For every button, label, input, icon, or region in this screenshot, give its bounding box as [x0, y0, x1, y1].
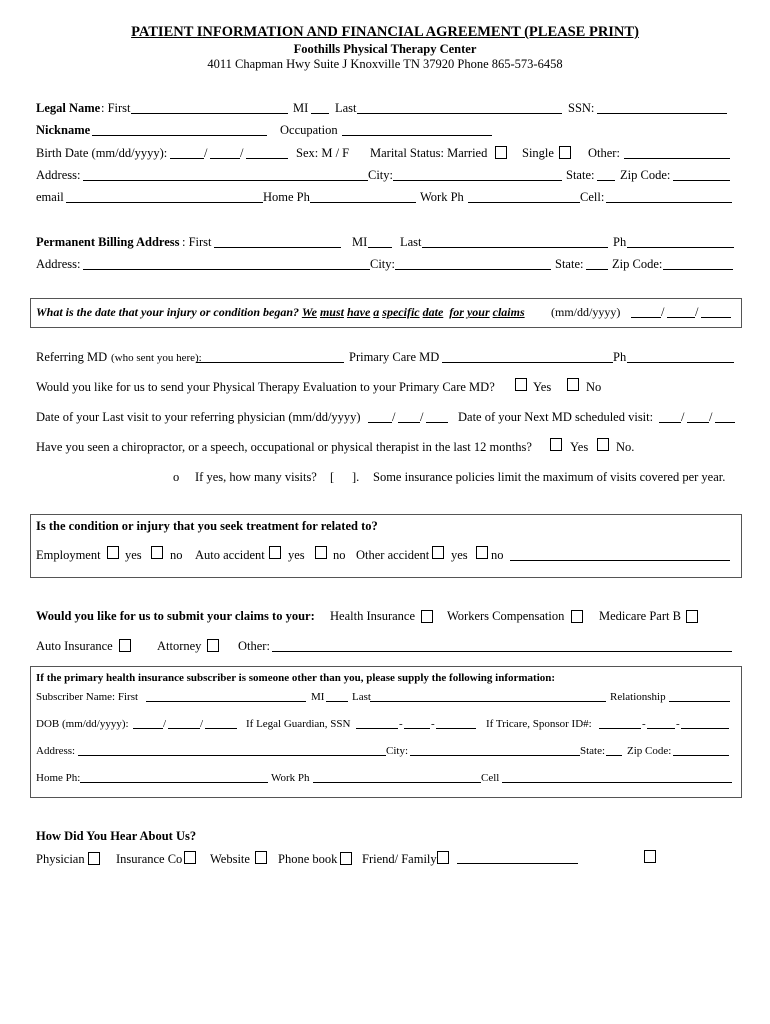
- slash: /: [200, 718, 204, 730]
- page-title: PATIENT INFORMATION AND FINANCIAL AGREEMENT (PLEASE PRINT): [131, 24, 639, 40]
- married-checkbox[interactable]: [495, 146, 507, 159]
- employment-yes-label: yes: [125, 548, 142, 562]
- hear-about-us-question: How Did You Hear About Us?: [36, 829, 197, 843]
- claims-question: Would you like for us to submit your claims to your:: [36, 609, 315, 623]
- dash: -: [431, 718, 435, 730]
- insurance-policy-note: Some insurance policies limit the maximum of visits covered per year.: [373, 470, 726, 484]
- tricare-part3-field[interactable]: [681, 728, 729, 729]
- last-visit-day-field[interactable]: [398, 422, 420, 423]
- health-insurance-label: Health Insurance: [330, 609, 416, 623]
- home-phone-field[interactable]: [310, 202, 416, 203]
- sex-label: Sex: M / F: [296, 146, 350, 160]
- slash: /: [695, 305, 699, 319]
- subscriber-state-label: State:: [580, 745, 606, 757]
- slash: /: [681, 410, 685, 424]
- single-label: Single: [522, 146, 554, 160]
- billing-state-field[interactable]: [586, 269, 608, 270]
- hear-other-checkbox[interactable]: [644, 850, 656, 863]
- tricare-part1-field[interactable]: [599, 728, 641, 729]
- subscriber-intro: If the primary health insurance subscriber is someone other than you, please supply the following information:: [36, 672, 556, 684]
- slash: /: [661, 305, 665, 319]
- medicare-label: Medicare Part B: [599, 609, 681, 623]
- subscriber-last-field[interactable]: [370, 701, 606, 702]
- send-eval-no-label: No: [586, 380, 602, 394]
- primary-care-phone-field[interactable]: [627, 362, 734, 363]
- website-checkbox[interactable]: [255, 851, 267, 864]
- subscriber-dob-day-field[interactable]: [168, 728, 200, 729]
- must-text: must: [319, 305, 344, 319]
- send-eval-no-checkbox[interactable]: [567, 378, 579, 391]
- auto-insurance-label: Auto Insurance: [36, 639, 113, 653]
- mi-field[interactable]: [311, 113, 329, 114]
- auto-accident-yes-checkbox[interactable]: [269, 546, 281, 559]
- physician-label: Physician: [36, 852, 85, 866]
- slash: /: [163, 718, 167, 730]
- slash: /: [392, 410, 396, 424]
- state-label: State:: [566, 168, 595, 182]
- next-visit-month-field[interactable]: [659, 422, 681, 423]
- bullet-icon: o: [173, 470, 180, 484]
- zip-field[interactable]: [673, 180, 730, 181]
- work-phone-field[interactable]: [468, 202, 580, 203]
- billing-mi-field[interactable]: [368, 247, 392, 248]
- seen-therapist-yes-label: Yes: [570, 440, 589, 454]
- workers-comp-label: Workers Compensation: [447, 609, 565, 623]
- your-text: your: [466, 305, 490, 319]
- auto-insurance-checkbox[interactable]: [119, 639, 131, 652]
- city-label: City:: [368, 168, 394, 182]
- subscriber-first-label: Subscriber Name: First: [36, 691, 139, 703]
- hear-other-field[interactable]: [457, 863, 578, 864]
- billing-zip-label: Zip Code:: [612, 257, 663, 271]
- subscriber-state-field[interactable]: [606, 755, 622, 756]
- send-eval-yes-label: Yes: [533, 380, 552, 394]
- ssn-field[interactable]: [597, 113, 727, 114]
- cell-field[interactable]: [606, 202, 732, 203]
- legal-name-label: Legal Name: [36, 101, 101, 115]
- date-text: date: [422, 305, 444, 319]
- subscriber-home-phone-field[interactable]: [80, 782, 268, 783]
- billing-first-label: : First: [182, 235, 212, 249]
- auto-accident-no-checkbox[interactable]: [315, 546, 327, 559]
- dash: -: [642, 718, 646, 730]
- email-field[interactable]: [66, 202, 263, 203]
- subscriber-dob-month-field[interactable]: [133, 728, 163, 729]
- last-visit-month-field[interactable]: [368, 422, 392, 423]
- occupation-label: Occupation: [280, 123, 338, 137]
- subscriber-home-phone-label: Home Ph:: [36, 772, 81, 784]
- slash: /: [240, 146, 244, 160]
- other-accident-no-label: no: [491, 548, 504, 562]
- billing-state-label: State:: [555, 257, 584, 271]
- billing-first-field[interactable]: [214, 247, 341, 248]
- visits-bracket-close: ].: [352, 470, 360, 484]
- marital-status-label: Marital Status: Married: [370, 146, 488, 160]
- condition-question: Is the condition or injury that you seek treatment for related to?: [36, 519, 378, 533]
- mi-label: MI: [293, 101, 309, 115]
- address-field[interactable]: [83, 180, 368, 181]
- subscriber-address-label: Address:: [36, 745, 76, 757]
- guardian-ssn-part1-field[interactable]: [356, 728, 398, 729]
- employment-yes-checkbox[interactable]: [107, 546, 119, 559]
- birth-day-field[interactable]: [210, 158, 240, 159]
- subscriber-city-label: City:: [386, 745, 409, 757]
- first-name-field[interactable]: [131, 113, 288, 114]
- subscriber-zip-field[interactable]: [673, 755, 729, 756]
- specific-text: specific: [382, 305, 420, 319]
- nickname-field[interactable]: [92, 135, 267, 136]
- birth-date-label: Birth Date (mm/dd/yyyy):: [36, 146, 168, 160]
- we-text: We: [301, 305, 317, 319]
- guardian-ssn-label: If Legal Guardian, SSN: [246, 718, 351, 730]
- phone-book-checkbox[interactable]: [340, 852, 352, 865]
- how-many-visits-label: If yes, how many visits?: [195, 470, 317, 484]
- email-label: email: [36, 190, 64, 204]
- billing-address-label: Permanent Billing Address: [36, 235, 180, 249]
- slash: /: [204, 146, 208, 160]
- subscriber-cell-label: Cell: [481, 772, 500, 784]
- physician-checkbox[interactable]: [88, 852, 100, 865]
- website-label: Website: [210, 852, 250, 866]
- dash: -: [676, 718, 680, 730]
- claims-other-label: Other:: [238, 639, 270, 653]
- subscriber-work-phone-field[interactable]: [313, 782, 481, 783]
- clinic-address: 4011 Chapman Hwy Suite J Knoxville TN 37920 Phone 865-573-6458: [207, 57, 563, 71]
- claims-other-field[interactable]: [272, 651, 732, 652]
- friend-family-label: Friend/ Family: [362, 852, 437, 866]
- seen-therapist-no-checkbox[interactable]: [597, 438, 609, 451]
- billing-zip-field[interactable]: [663, 269, 733, 270]
- ssn-label: SSN:: [568, 101, 595, 115]
- primary-care-field[interactable]: [442, 362, 613, 363]
- auto-accident-no-label: no: [333, 548, 346, 562]
- employment-label: Employment: [36, 548, 101, 562]
- billing-phone-field[interactable]: [627, 247, 734, 248]
- injury-question-text: What is the date that your injury or condition began?: [36, 305, 300, 319]
- state-field[interactable]: [597, 180, 615, 181]
- injury-date-format: (mm/dd/yyyy): [551, 305, 621, 319]
- attorney-label: Attorney: [157, 639, 202, 653]
- send-eval-yes-checkbox[interactable]: [515, 378, 527, 391]
- other-accident-no-checkbox[interactable]: [476, 546, 488, 559]
- billing-mi-label: MI: [352, 235, 368, 249]
- tricare-label: If Tricare, Sponsor ID#:: [486, 718, 592, 730]
- billing-address-field[interactable]: [83, 269, 370, 270]
- medicare-checkbox[interactable]: [686, 610, 698, 623]
- other-accident-yes-checkbox[interactable]: [432, 546, 444, 559]
- next-visit-label: Date of your Next MD scheduled visit:: [458, 410, 654, 424]
- referring-md-field[interactable]: [196, 362, 344, 363]
- last-name-label: Last: [335, 101, 357, 115]
- dash: -: [399, 718, 403, 730]
- guardian-ssn-part2-field[interactable]: [404, 728, 430, 729]
- a-text: a: [373, 305, 380, 319]
- nickname-label: Nickname: [36, 123, 91, 137]
- billing-last-label: Last: [400, 235, 422, 249]
- relationship-field[interactable]: [669, 701, 730, 702]
- subscriber-city-field[interactable]: [410, 755, 580, 756]
- birth-month-field[interactable]: [170, 158, 204, 159]
- subscriber-last-label: Last: [352, 691, 371, 703]
- subscriber-cell-field[interactable]: [502, 782, 732, 783]
- seen-therapist-question: Have you seen a chiropractor, or a speech, occupational or physical therapist in the last 12 months?: [36, 440, 532, 454]
- other-accident-label: Other accident: [356, 548, 430, 562]
- zip-label: Zip Code:: [620, 168, 671, 182]
- subscriber-zip-label: Zip Code:: [627, 745, 672, 757]
- work-phone-label: Work Ph: [420, 190, 464, 204]
- subscriber-first-field[interactable]: [146, 701, 306, 702]
- auto-accident-label: Auto accident: [195, 548, 265, 562]
- employment-no-checkbox[interactable]: [151, 546, 163, 559]
- slash: /: [420, 410, 424, 424]
- home-phone-label: Home Ph: [263, 190, 310, 204]
- seen-therapist-yes-checkbox[interactable]: [550, 438, 562, 451]
- visits-bracket-open: [: [330, 470, 335, 484]
- send-eval-question: Would you like for us to send your Physical Therapy Evaluation to your Primary Care MD?: [36, 380, 495, 394]
- referring-md-label: Referring MD: [36, 350, 108, 364]
- for-text: for: [449, 305, 464, 319]
- injury-year-field[interactable]: [701, 317, 731, 318]
- primary-care-phone-label: Ph: [613, 350, 627, 364]
- slash: /: [709, 410, 713, 424]
- injury-month-field[interactable]: [631, 317, 661, 318]
- single-checkbox[interactable]: [559, 146, 571, 159]
- marital-other-field[interactable]: [624, 158, 730, 159]
- clinic-name: Foothills Physical Therapy Center: [293, 42, 477, 56]
- billing-city-label: City:: [370, 257, 396, 271]
- city-field[interactable]: [393, 180, 562, 181]
- subscriber-work-phone-label: Work Ph: [271, 772, 310, 784]
- birth-year-field[interactable]: [246, 158, 288, 159]
- billing-city-field[interactable]: [395, 269, 551, 270]
- other-accident-field[interactable]: [510, 560, 730, 561]
- phone-book-label: Phone book: [278, 852, 338, 866]
- relationship-label: Relationship: [610, 691, 666, 703]
- insurance-co-label: Insurance Co: [116, 852, 183, 866]
- injury-date-question: [36, 305, 525, 320]
- primary-care-label: Primary Care MD: [349, 350, 440, 364]
- friend-family-checkbox[interactable]: [437, 851, 449, 864]
- insurance-co-checkbox[interactable]: [184, 851, 196, 864]
- billing-last-field[interactable]: [422, 247, 608, 248]
- billing-address-line-label: Address:: [36, 257, 81, 271]
- subscriber-dob-year-field[interactable]: [205, 728, 237, 729]
- first-name-label: : First: [101, 101, 131, 115]
- marital-other-label: Other:: [588, 146, 620, 160]
- last-visit-year-field[interactable]: [426, 422, 448, 423]
- next-visit-day-field[interactable]: [687, 422, 709, 423]
- billing-phone-label: Ph: [613, 235, 627, 249]
- guardian-ssn-part3-field[interactable]: [436, 728, 476, 729]
- subscriber-dob-label: DOB (mm/dd/yyyy):: [36, 718, 129, 730]
- cell-label: Cell:: [580, 190, 605, 204]
- occupation-field[interactable]: [342, 135, 492, 136]
- injury-day-field[interactable]: [667, 317, 695, 318]
- subscriber-mi-label: MI: [311, 691, 325, 703]
- last-name-field[interactable]: [357, 113, 562, 114]
- subscriber-mi-field[interactable]: [326, 701, 348, 702]
- next-visit-year-field[interactable]: [715, 422, 735, 423]
- other-accident-yes-label: yes: [451, 548, 468, 562]
- subscriber-address-field[interactable]: [78, 755, 386, 756]
- seen-therapist-no-label: No.: [616, 440, 635, 454]
- workers-comp-checkbox[interactable]: [571, 610, 583, 623]
- last-visit-label: Date of your Last visit to your referring physician (mm/dd/yyyy): [36, 410, 361, 424]
- address-label: Address:: [36, 168, 81, 182]
- attorney-checkbox[interactable]: [207, 639, 219, 652]
- health-insurance-checkbox[interactable]: [421, 610, 433, 623]
- who-sent-label: (who sent you here):: [111, 352, 202, 364]
- have-text: have: [346, 305, 371, 319]
- employment-no-label: no: [170, 548, 183, 562]
- claims-text: claims: [492, 305, 525, 319]
- tricare-part2-field[interactable]: [647, 728, 675, 729]
- auto-accident-yes-label: yes: [288, 548, 305, 562]
